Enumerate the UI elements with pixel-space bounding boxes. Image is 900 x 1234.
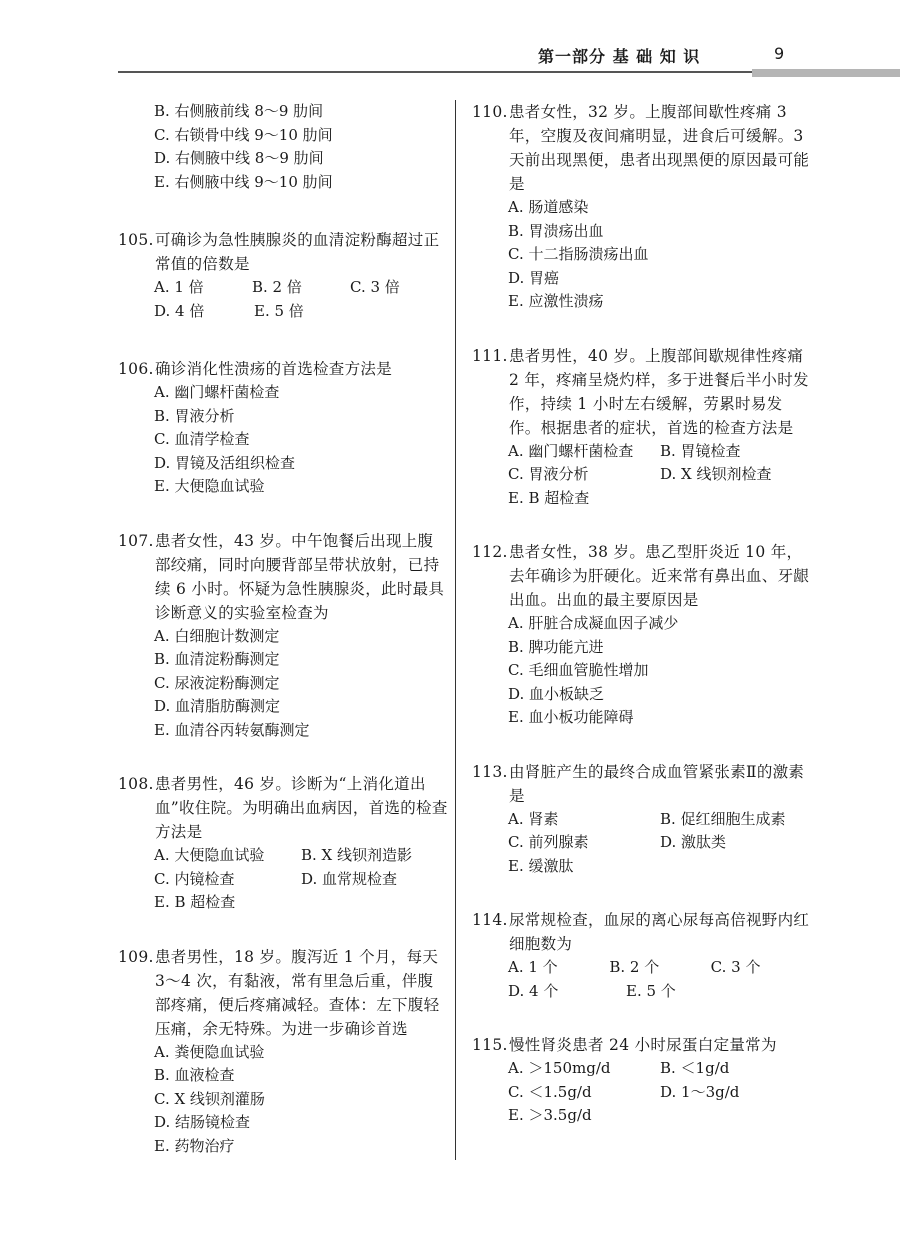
- question-110: [472, 100, 812, 314]
- question-number: 113.: [472, 762, 508, 781]
- option: E. 缓激肽: [508, 856, 574, 875]
- question-number: 109.: [118, 947, 154, 966]
- option: D. 胃镜及活组织检查: [154, 453, 296, 472]
- option: C. 3 个: [710, 958, 761, 976]
- option: B. 血液检查: [154, 1066, 235, 1084]
- option: A. 肾素: [508, 809, 559, 828]
- question-stem: 患者男性，40 岁。上腹部间歇规律性疼痛 2 年，疼痛呈烧灼样，多于进餐后半小时发作，持续 1 小时左右缓解，劳累时易发作。根据患者的症状，首选的检查方法是: [509, 346, 809, 437]
- question-stem: 由肾脏产生的最终合成血管紧张素Ⅱ的激素是: [509, 762, 805, 805]
- question-number: 111.: [472, 346, 508, 365]
- column-divider: [455, 100, 456, 1160]
- option: D. 结肠镜检查: [154, 1113, 251, 1131]
- option: B. 促红细胞生成素: [660, 809, 786, 828]
- question-113: [472, 760, 812, 879]
- option: A. 幽门螺杆菌检查: [508, 441, 634, 460]
- question-stem: 患者女性，43 岁。中午饱餐后出现上腹部绞痛，同时向腰背部呈带状放射，已持续 6 小时。怀疑为急性胰腺炎，此时最具诊断意义的实验室检查为: [155, 531, 445, 622]
- question-stem: 慢性肾炎患者 24 小时尿蛋白定量常为: [509, 1036, 777, 1054]
- option: A. 肠道感染: [508, 198, 589, 216]
- option: B. X 线钡剂造影: [301, 846, 413, 864]
- option: C. 胃液分析: [508, 465, 589, 483]
- option: A. 1 倍: [154, 278, 204, 296]
- question-stem: 确诊消化性溃疡的首选检查方法是: [155, 360, 393, 378]
- option: D. 右侧腋中线 8～9 肋间: [154, 149, 324, 167]
- option: E. 血小板功能障碍: [508, 708, 634, 726]
- header-bar: [752, 69, 900, 77]
- option: E. B 超检查: [508, 488, 590, 507]
- option: A. 1 个: [508, 958, 558, 976]
- question-number: 115.: [472, 1036, 508, 1054]
- question-109: [118, 945, 448, 1159]
- option: B. 胃液分析: [154, 406, 235, 425]
- option: A. 大便隐血试验: [154, 846, 265, 864]
- question-114: [472, 908, 812, 1003]
- question-112: [472, 540, 812, 730]
- option: E. 5 个: [626, 981, 676, 1000]
- question-108: [118, 772, 448, 915]
- question-stem: 患者男性，46 岁。诊断为“上消化道出血”收住院。为明确出血病因，首选的检查方法是: [155, 775, 448, 841]
- option: D. 胃癌: [508, 268, 560, 287]
- option: C. 3 倍: [350, 278, 400, 296]
- option: D. 激肽类: [660, 833, 727, 851]
- option: A. 粪便隐血试验: [154, 1042, 265, 1061]
- option: B. ＜1g/d: [660, 1059, 730, 1077]
- question-111: [472, 344, 812, 511]
- question-number: 110.: [472, 103, 508, 121]
- option: C. ＜1.5g/d: [508, 1082, 592, 1101]
- question-stem: 患者女性，32 岁。上腹部间歇性疼痛 3 年，空腹及夜间痛明显，进食后可缓解。3 天前出现黑便，患者出现黑便的原因最可能是: [509, 103, 810, 193]
- question-number: 106.: [118, 360, 154, 378]
- option: E. 血清谷丙转氨酶测定: [154, 720, 310, 739]
- question-105: [118, 228, 448, 323]
- header-title: 第一部分 基 础 知 识: [538, 47, 701, 66]
- option: A. 肝脏合成凝血因子减少: [508, 614, 679, 632]
- option: B. 右侧腋前线 8～9 肋间: [154, 102, 324, 120]
- option: C. 前列腺素: [508, 833, 589, 851]
- option: D. 4 倍: [154, 301, 205, 320]
- question-stem: 患者女性，38 岁。患乙型肝炎近 10 年，去年确诊为肝硬化。近来常有鼻出血、牙龈出血。出血的最主要原因是: [509, 543, 810, 609]
- option: E. ＞3.5g/d: [508, 1106, 592, 1124]
- option: B. 胃溃疡出血: [508, 221, 604, 240]
- option: D. 4 个: [508, 981, 559, 1000]
- option: D. 血常规检查: [301, 869, 398, 888]
- option: A. ＞150mg/d: [508, 1059, 611, 1077]
- option: D. 血清脂肪酶测定: [154, 697, 281, 715]
- question-stem: 尿常规检查，血尿的离心尿每高倍视野内红细胞数为: [509, 911, 810, 953]
- option: E. 大便隐血试验: [154, 477, 265, 495]
- option: C. 内镜检查: [154, 869, 235, 888]
- option: B. 2 个: [609, 958, 660, 976]
- question-115: [472, 1033, 812, 1128]
- option: E. 应激性溃疡: [508, 292, 604, 310]
- option: C. 十二指肠溃疡出血: [508, 245, 649, 263]
- page-header: [0, 0, 900, 80]
- option: A. 白细胞计数测定: [154, 626, 280, 645]
- question-stem: 患者男性，18 岁。腹泻近 1 个月，每天 3～4 次，有黏液，常有里急后重，伴腹部疼痛，便后疼痛减轻。查体：左下腹轻压痛，余无特殊。为进一步确诊首选: [155, 947, 440, 1038]
- option: E. 药物治疗: [154, 1136, 235, 1155]
- question-106: [118, 357, 448, 499]
- question-stem: 可确诊为急性胰腺炎的血清淀粉酶超过正常值的倍数是: [155, 231, 440, 273]
- option: B. 胃镜检查: [660, 441, 741, 460]
- option: B. 2 倍: [252, 278, 302, 296]
- option: A. 幽门螺杆菌检查: [154, 383, 280, 401]
- option: C. X 线钡剂灌肠: [154, 1089, 265, 1108]
- question-number: 108.: [118, 775, 154, 793]
- right-column: [472, 100, 812, 1158]
- option: C. 尿液淀粉酶测定: [154, 673, 280, 692]
- option: D. 1～3g/d: [660, 1082, 740, 1101]
- option: E. 5 倍: [254, 301, 304, 320]
- option: C. 毛细血管脆性增加: [508, 661, 649, 679]
- option: E. B 超检查: [154, 893, 236, 911]
- question-number: 107.: [118, 531, 154, 550]
- page-number: 9: [774, 44, 785, 63]
- question-number: 112.: [472, 543, 508, 561]
- option: B. 脾功能亢进: [508, 637, 604, 656]
- option: D. X 线钡剂检查: [660, 465, 772, 483]
- option: E. 右侧腋中线 9～10 肋间: [154, 172, 333, 191]
- question-104-continued: [118, 100, 448, 194]
- option: B. 血清淀粉酶测定: [154, 650, 280, 668]
- option: C. 右锁骨中线 9～10 肋间: [154, 125, 333, 144]
- question-107: [118, 529, 448, 743]
- option: D. 血小板缺乏: [508, 684, 605, 703]
- question-number: 105.: [118, 231, 154, 249]
- option: C. 血清学检查: [154, 430, 250, 448]
- left-column: [118, 100, 448, 1188]
- question-number: 114.: [472, 911, 508, 929]
